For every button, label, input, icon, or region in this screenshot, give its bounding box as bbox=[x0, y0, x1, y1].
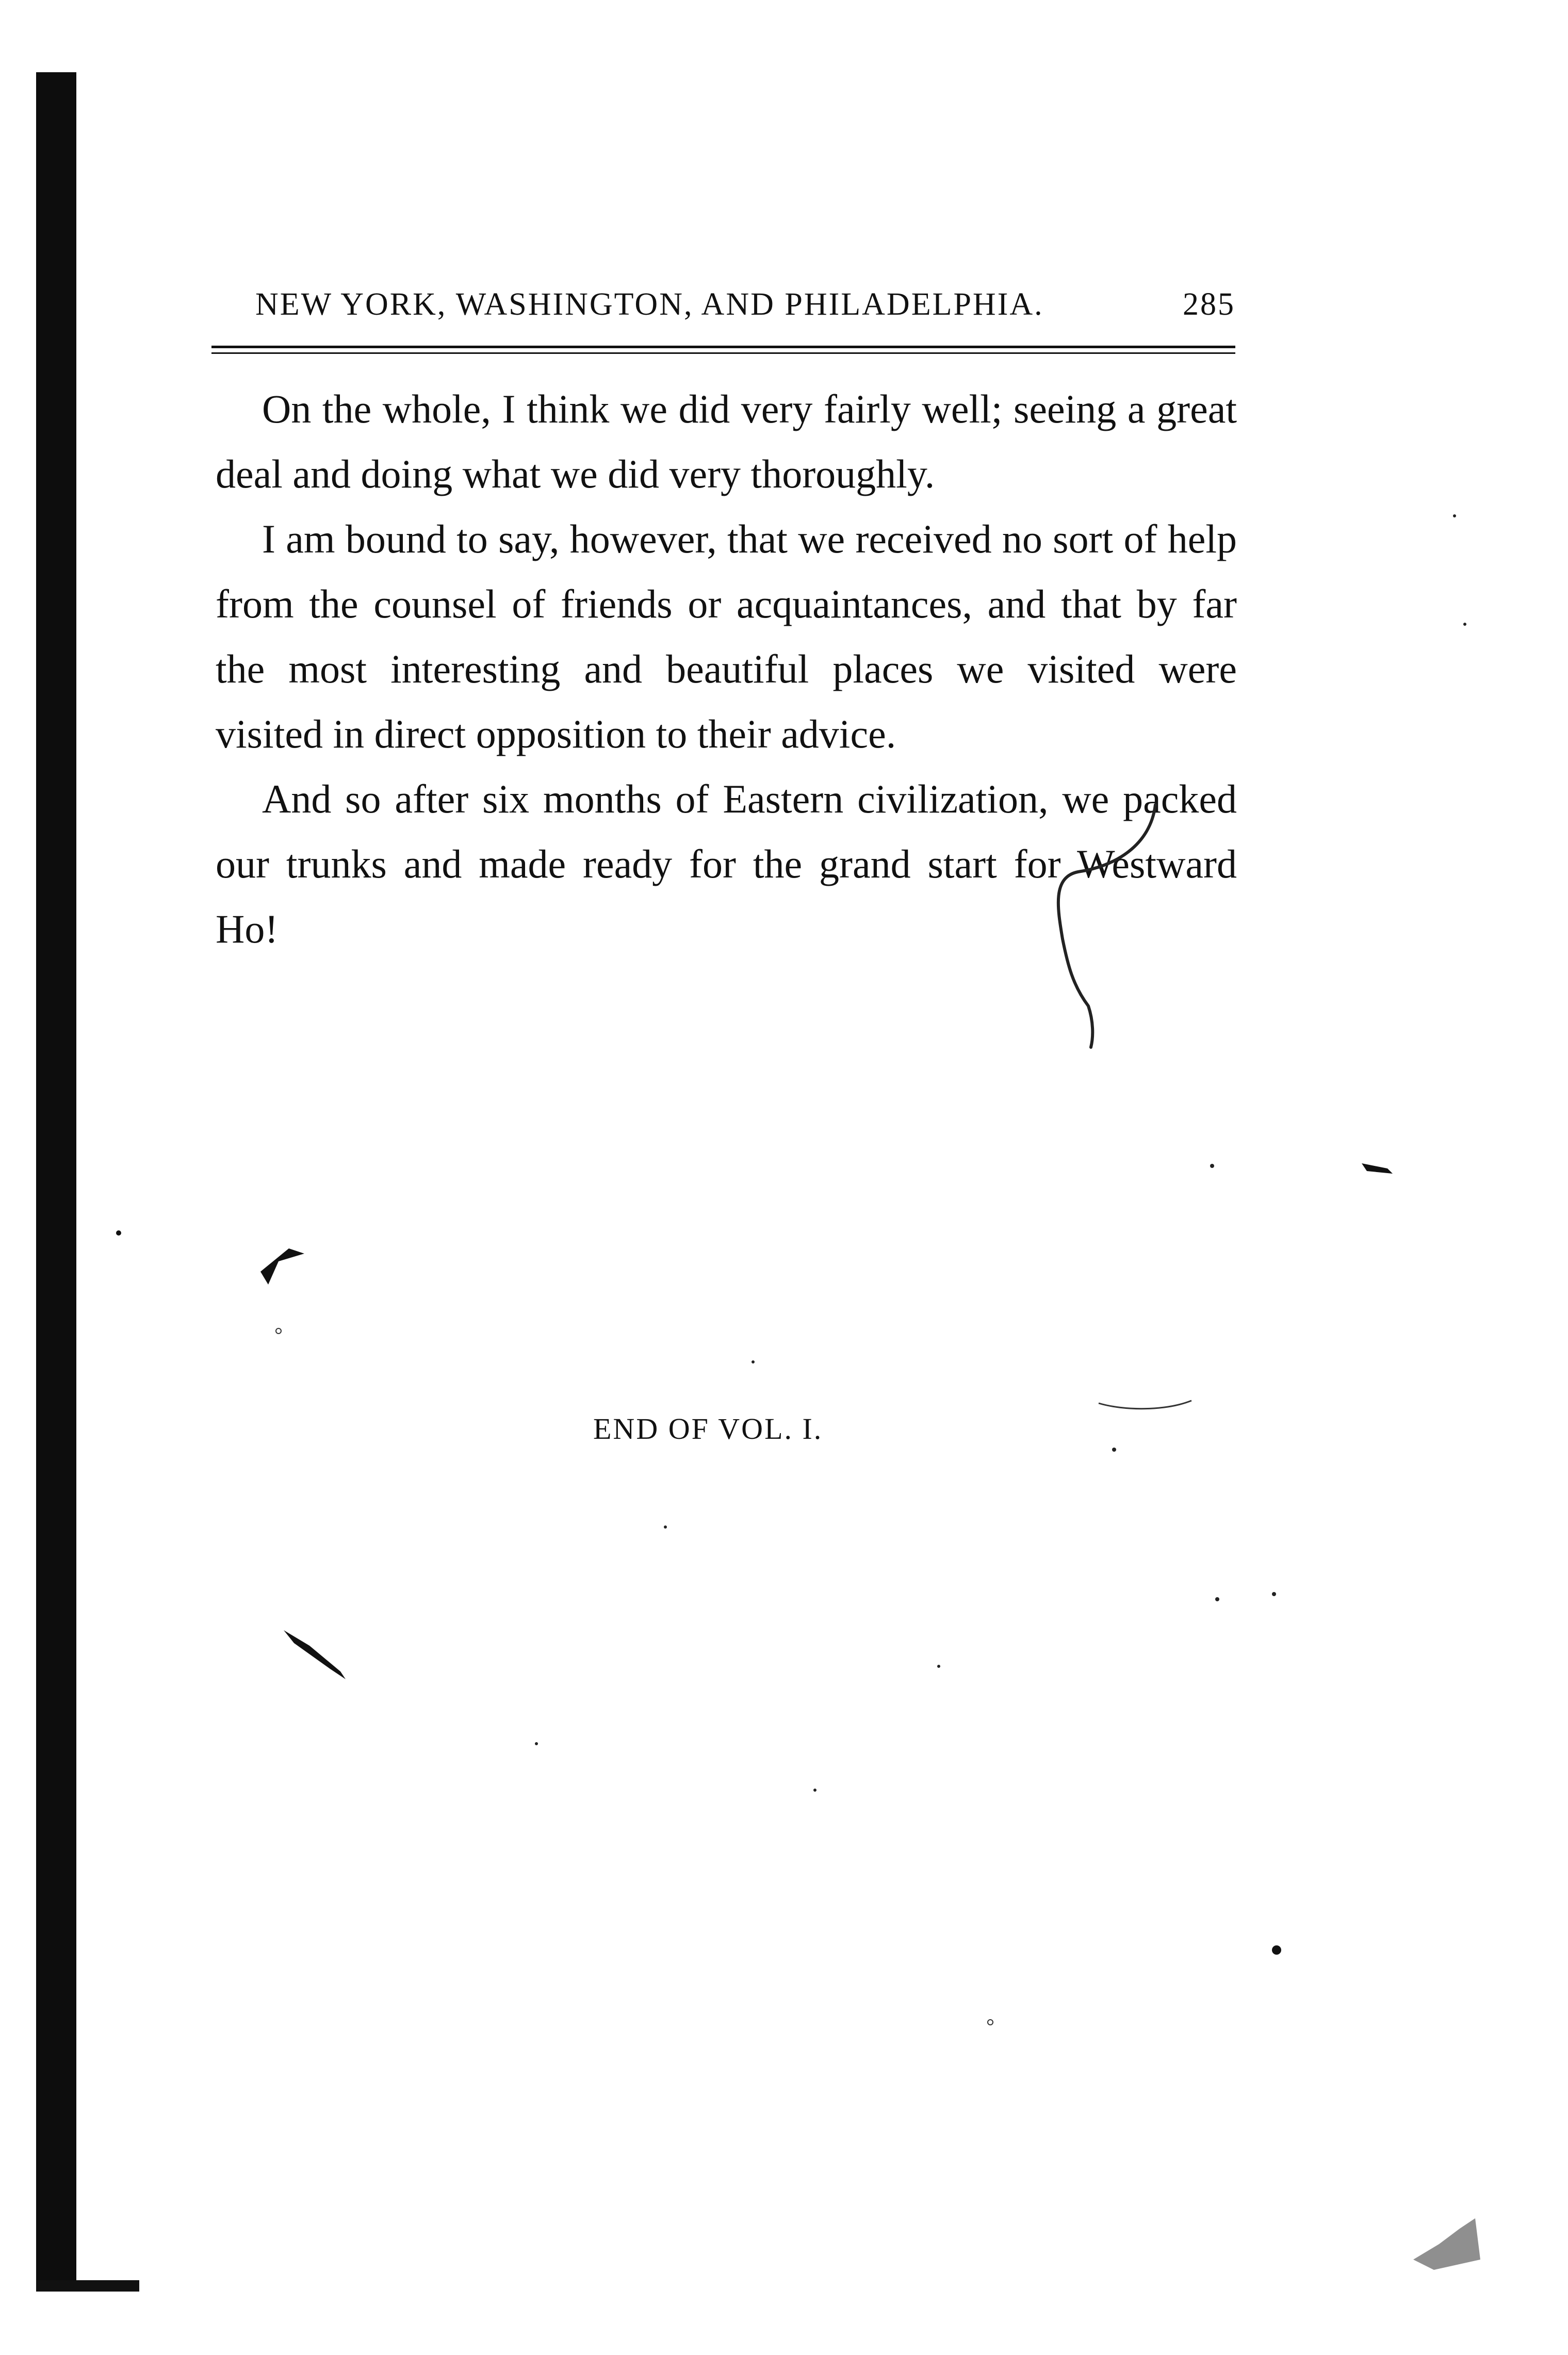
paragraph-1: On the whole, I think we did very fairly well; seeing a great deal and doing what we did very thoroughly. bbox=[216, 386, 1237, 496]
corner-speckle bbox=[1413, 2218, 1480, 2270]
running-head-title: NEW YORK, WASHINGTON, AND PHILADELPHIA. bbox=[255, 287, 1044, 322]
edge-mark bbox=[1362, 1163, 1393, 1174]
paragraph-3: And so after six months of Eastern civilization, we packed our trunks and made ready for the grand start for Westward Ho! bbox=[216, 776, 1237, 951]
end-of-volume-mark: END OF VOL. I. bbox=[593, 1412, 823, 1446]
ink-scratch bbox=[284, 1630, 346, 1679]
page-number: 285 bbox=[1183, 287, 1235, 322]
pencil-stroke bbox=[1058, 805, 1155, 1047]
ink-blot bbox=[260, 1248, 304, 1285]
faint-curve bbox=[1099, 1401, 1191, 1409]
paragraph-2: I am bound to say, however, that we received no sort of help from the counsel of friends or acquaintances, and that by far the most interesting and beautiful places we visited were visited in direct opposition to their advice. bbox=[216, 516, 1237, 756]
